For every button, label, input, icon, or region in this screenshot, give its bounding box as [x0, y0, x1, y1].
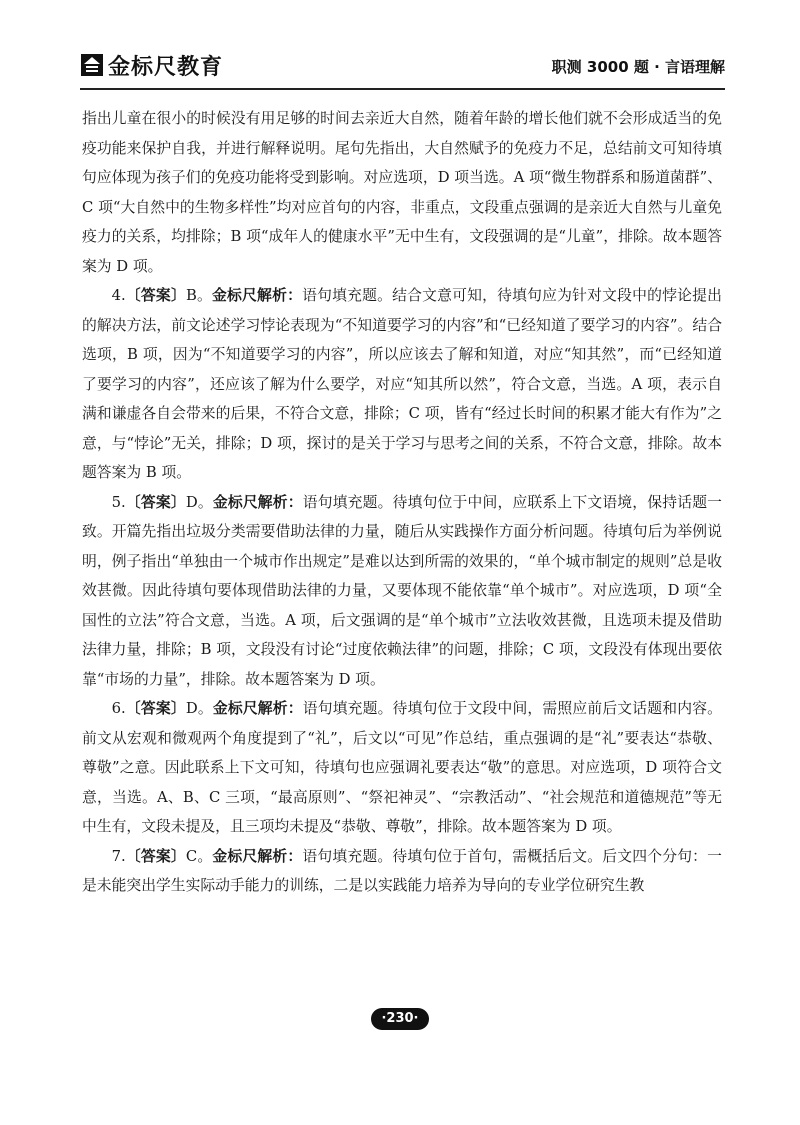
brand-logo: [80, 50, 223, 80]
answer-item-5: [82, 488, 722, 695]
page-header: [80, 44, 725, 90]
answer-letter: D。: [185, 493, 213, 511]
analysis-text: 语句填充题。待填句位于首句，需概括后文。后文四个分句：一是未能突出学生实际动手能力的训练，二是以实践能力培养为导向的专业学位研究生教: [82, 847, 722, 894]
continuation-paragraph: 指出儿童在很小的时候没有用足够的时间去亲近大自然，随着年龄的增长他们就不会形成适当的免疫功能来保护自我，并进行解释说明。尾句先指出，大自然赋予的免疫力不足，总结前文可知待填句应体现为孩子们的免疫功能将受到影响。对应选项，D 项当选。A 项“微生物群系和肠道菌群”、C 项“大自然中的生物多样性”均对应首句的内容，非重点，文段重点强调的是亲近大自然与儿童免疫力的关系，均排除；B 项“成年人的健康水平”无中生有，文段强调的是“儿童”，排除。故本题答案为 D 项。: [82, 110, 722, 275]
analysis-text: 语句填充题。结合文意可知，待填句应为针对文段中的悖论提出的解决方法，前文论述学习悖论表现为“不知道要学习的内容”和“已经知道了要学习的内容”。结合选项，B 项，因为“不知道要学习的内容”，所以应该去了解和知道，对应“知其然”，而“已经知道了要学习的内容”，还应该了解为什么要学，对应“知其所以然”，符合文意，当选。A 项，表示自满和谦虚各自会带来的后果，不符合文意，排除；C 项，皆有“经过长时间的积累才能大有作为”之意，与“悖论”无关，排除；D 项，探讨的是关于学习与思考之间的关系，不符合文意，排除。故本题答案为 B 项。: [82, 287, 722, 481]
answer-label: 〔答案〕: [125, 287, 186, 304]
page-number: [360, 1008, 440, 1030]
answer-item-7: [82, 842, 722, 901]
brand-name: 金标尺教育: [108, 54, 224, 80]
book-title: 职测 3000 题 · 言语理解: [551, 58, 725, 76]
analysis-text: 语句填充题。待填句位于中间，应联系上下文语境，保持话题一致。开篇先指出垃圾分类需要借助法律的力量，随后从实践操作方面分析问题。待填句后为举例说明，例子指出“单独由一个城市作出规定”是难以达到所需的效果的，“单个城市制定的规则”总是收效甚微。因此待填句要体现借助法律的力量，又要体现不能依靠“单个城市”。对应选项，D 项“全国性的立法”符合文意，当选。A 项，后文强调的是“单个城市”立法收效甚微，且选项未提及借助法律力量，排除；B 项，文段没有讨论“过度依赖法律”的问题，排除；C 项，文段没有体现出要依靠“市场的力量”，排除。故本题答案为 D 项。: [82, 493, 722, 688]
answer-label: 〔答案〕: [125, 493, 186, 511]
item-number: 7.: [111, 847, 126, 865]
answer-letter: D。: [185, 700, 213, 717]
analysis-label: 金标尺解析：: [212, 287, 303, 304]
answer-label: 〔答案〕: [125, 847, 186, 865]
analysis-text: 语句填充题。待填句位于文段中间，需照应前后文话题和内容。前文从宏观和微观两个角度提到了“礼”，后文以“可见”作总结，重点强调的是“礼”要表达“恭敬、尊敬”之意。因此联系上下文可知，待填句也应强调礼要表达“敬”的意思。对应选项，D 项符合文意，当选。A、B、C 三项，“最高原则”、“祭祀神灵”、“宗教活动”、“社会规范和道德规范”等无中生有，文段未提及，且三项均未提及“恭敬、尊敬”，排除。故本题答案为 D 项。: [82, 700, 722, 835]
page-number-badge: ·230·: [371, 1008, 428, 1030]
analysis-label: 金标尺解析：: [212, 493, 303, 511]
answer-letter: C。: [185, 847, 213, 865]
analysis-label: 金标尺解析：: [212, 700, 303, 717]
answer-item-4: [82, 281, 722, 488]
page-content: [82, 104, 722, 901]
answer-label: 〔答案〕: [125, 700, 186, 717]
item-number: 6.: [111, 700, 126, 717]
answer-item-6: [82, 694, 722, 842]
answer-letter: B。: [185, 287, 213, 304]
brand-logo-icon: [80, 53, 104, 77]
item-number: 4.: [111, 287, 126, 304]
analysis-label: 金标尺解析：: [212, 847, 303, 865]
item-number: 5.: [111, 493, 126, 511]
